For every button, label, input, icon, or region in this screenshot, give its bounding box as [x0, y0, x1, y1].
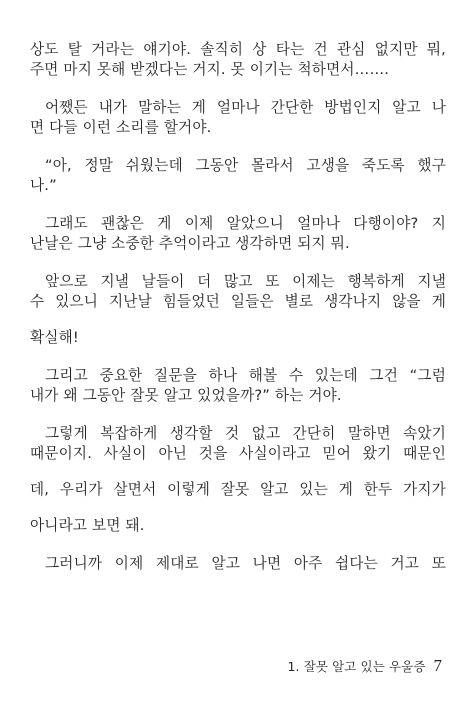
text-line: 그렇게 복잡하게 생각할 것 없고 간단히 말하면 속았기 [45, 425, 446, 442]
page-footer [288, 656, 443, 680]
text-line: 주면 마지 못해 받겠다는 거지. 못 이기는 척하면서……. [30, 61, 390, 78]
text-line: 나.” [30, 177, 57, 194]
text-line: 난날은 그냥 소중한 추억이라고 생각하면 되지 뭐. [30, 235, 350, 252]
text-line: 수 있으니 지난날 힘들었던 일들은 별로 생각나지 않을 게 [30, 293, 446, 310]
text-line: “아, 정말 쉬웠는데 그동안 몰라서 고생을 죽도록 했구 [45, 157, 446, 174]
text-line: 때문이지. 사실이 아닌 것을 사실이라고 믿어 왔기 때문인 [30, 445, 446, 462]
text-line: 그리고 중요한 질문을 하나 해볼 수 있는데 그건 “그럼 [45, 367, 446, 384]
text-line: 앞으로 지낼 날들이 더 많고 또 이제는 행복하게 지낼 [45, 273, 446, 290]
text-line: 그래도 괜찮은 게 이제 알았으니 얼마나 다행이야? 지 [45, 215, 446, 232]
body-text [30, 40, 446, 574]
page-number: 7 [433, 656, 442, 675]
text-line: 데, 우리가 살면서 이렇게 잘못 알고 있는 게 한두 가지가 [30, 481, 446, 498]
text-line: 어쨌든 내가 말하는 게 얼마나 간단한 방법인지 알고 나 [45, 99, 446, 116]
text-line: 확실해! [30, 329, 79, 346]
text-line: 그러니까 이제 제대로 알고 나면 아주 쉽다는 거고 또 [45, 555, 446, 572]
text-line: 내가 왜 그동안 잘못 알고 있었을까?” 하는 거야. [30, 387, 342, 404]
text-line: 면 다들 이런 소리를 할거야. [30, 119, 212, 136]
chapter-title: 1. 잘못 알고 있는 우울증 [287, 659, 426, 674]
text-line: 상도 탈 거라는 얘기야. 솔직히 상 타는 건 관심 없지만 뭐, [30, 41, 446, 58]
text-line: 아니라고 보면 돼. [30, 517, 145, 534]
